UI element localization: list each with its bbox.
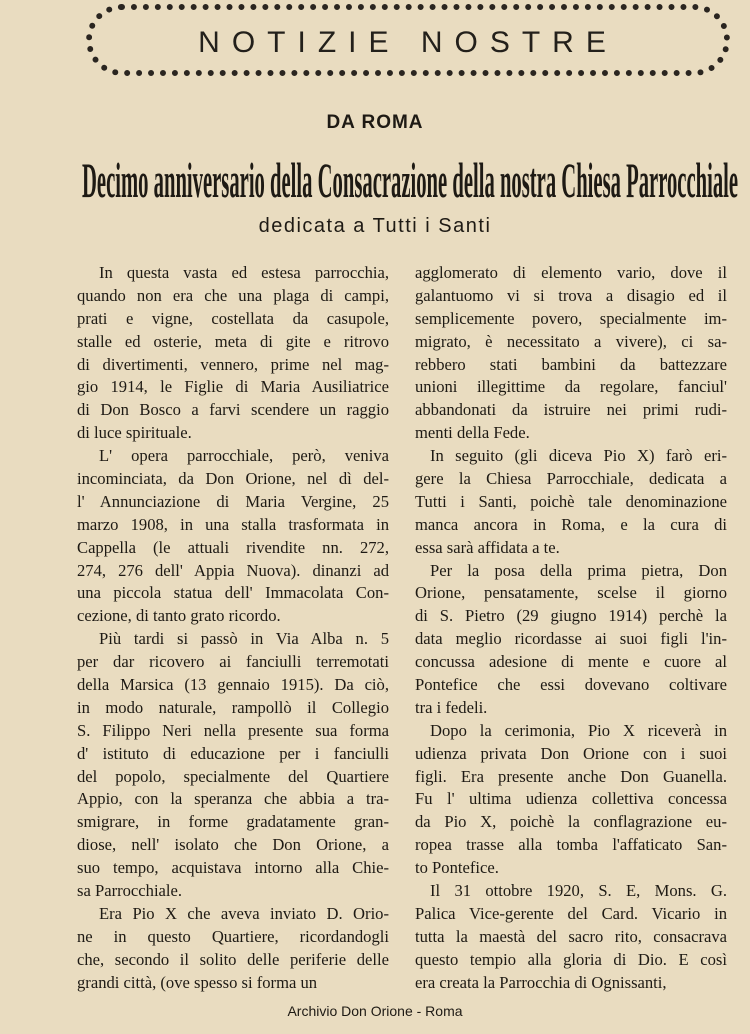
text-line: Pontefice che essi dovevano coltivare xyxy=(415,675,727,695)
header-banner xyxy=(86,4,730,76)
text-line: ne in questo Quartiere, ricordandogli xyxy=(77,926,389,946)
text-line: rebbero stati bambini da battezzare xyxy=(415,354,727,374)
archive-footer: Archivio Don Orione - Roma xyxy=(287,1003,463,1019)
text-line: di S. Pietro (29 giugno 1914) perchè la xyxy=(415,606,727,626)
text-line: L' opera parrocchiale, però, veniva xyxy=(99,446,389,466)
text-line: manca ancora in Roma, e la cura di xyxy=(415,514,727,534)
text-line: prati e vigne, costellata da casupole, xyxy=(77,308,389,328)
text-line: smigrare, in forme gradatamente gran- xyxy=(77,812,389,832)
text-line: Tutti i Santi, poichè tale denominazione xyxy=(415,491,727,511)
text-line: era creata la Parrocchia di Ognissanti, xyxy=(415,972,667,992)
article-subtitle: dedicata a Tutti i Santi xyxy=(258,215,492,237)
text-line: tra i fedeli. xyxy=(415,697,488,717)
text-line: stalle ed osterie, meta di gite e ritrovo xyxy=(77,331,389,351)
text-line: semplicemente povero, specialmente im- xyxy=(415,308,727,328)
text-line: essa sarà affidata a te. xyxy=(415,537,560,557)
text-line: data meglio ricordasse ai suoi figli l'in- xyxy=(415,629,727,649)
text-line: Orione, pensatamente, scelse il giorno xyxy=(415,583,727,603)
text-line: cezione, di tanto grato ricordo. xyxy=(77,606,281,626)
text-line: agglomerato di elemento vario, dove il xyxy=(415,263,727,282)
banner-title: NOTIZIE NOSTRE xyxy=(198,26,618,59)
text-line: questo tempio alla gloria di Dio. E così xyxy=(415,949,727,969)
text-line: ropea trasse alla tomba l'affaticato San- xyxy=(415,835,727,855)
article-headline: Decimo anniversario della Consacrazione della nostra Chiesa Parrocchiale xyxy=(82,152,739,208)
text-line: diose, nell' isolato che Don Orione, a xyxy=(77,835,389,855)
text-line: udienza privata Don Orione con i suoi xyxy=(415,743,727,763)
text-line: migrato, è necessitato a vivere), ci sa- xyxy=(415,331,727,351)
text-line: sa Parrocchiale. xyxy=(77,881,183,901)
text-line: tutta la maestà del sacro rito, consacrava xyxy=(415,926,727,946)
text-line: suo tempo, acquistava intorno alla Chie- xyxy=(77,858,389,878)
text-line: Dopo la cerimonia, Pio X riceverà in xyxy=(430,720,727,740)
text-line: Cappella (le attuali rivendite nn. 272, xyxy=(77,537,389,557)
text-line: gio 1914, le Figlie di Maria Ausiliatrice xyxy=(77,377,389,397)
text-line: in modo naturale, rampollò il Collegio xyxy=(77,697,389,717)
text-line: marzo 1908, in una stalla trasformata in xyxy=(77,514,389,534)
text-line: Appio, con la speranza che abbia a tra- xyxy=(77,789,389,809)
text-line: grandi città, (ove spesso si forma un xyxy=(77,972,318,992)
text-line: gere la Chiesa Parrocchiale, dedicata a xyxy=(415,469,727,489)
text-line: Palica Vice-gerente del Card. Vicario in xyxy=(415,903,727,923)
text-line: galantuomo vi si trova a disagio ed il xyxy=(415,285,727,305)
text-line: to Pontefice. xyxy=(415,858,499,878)
text-line: l' Annunciazione di Maria Vergine, 25 xyxy=(77,491,389,511)
text-line: incominciata, da Don Orione, nel dì del- xyxy=(77,469,389,489)
text-line: unioni illegittime da regolare, fanciul' xyxy=(415,377,727,397)
text-line: In questa vasta ed estesa parrocchia, xyxy=(99,263,389,282)
text-line: figli. Era presente anche Don Guanella. xyxy=(415,766,727,786)
text-line: quando non era che una plaga di campi, xyxy=(77,285,389,305)
text-line: che, secondo il solito delle periferie delle xyxy=(77,949,389,969)
section-label: DA ROMA xyxy=(326,112,424,133)
text-line: per dar ricovero ai fanciulli terremotati xyxy=(77,652,389,672)
text-line: una piccola statua dell' Immacolata Con- xyxy=(77,583,389,603)
text-line: abbandonati da istruire nei primi rudi- xyxy=(415,400,727,420)
text-line: di Don Bosco a farvi scendere un raggio xyxy=(77,400,389,420)
text-line: di luce spirituale. xyxy=(77,423,192,443)
right-text-column xyxy=(415,262,727,995)
text-line: Per la posa della prima pietra, Don xyxy=(430,560,727,580)
text-line: Il 31 ottobre 1920, S. E, Mons. G. xyxy=(430,881,727,901)
text-line: della Marsica (13 gennaio 1915). Da ciò, xyxy=(77,675,389,695)
text-line: del popolo, specialmente del Quartiere xyxy=(77,766,389,786)
text-line: In seguito (gli diceva Pio X) farò eri- xyxy=(430,446,727,466)
text-line: di divertimenti, vennero, prime nel mag- xyxy=(77,354,389,374)
headline-container xyxy=(82,146,742,216)
text-line: Era Pio X che aveva inviato D. Orio- xyxy=(99,903,389,923)
text-line: S. Filippo Neri nella presente sua forma xyxy=(77,720,389,740)
text-line: Fu l' ultima udienza collettiva concessa xyxy=(415,789,727,809)
text-line: da Pio X, poichè la conflagrazione eu- xyxy=(415,812,727,832)
text-line: 274, 276 dell' Appia Nuova). dinanzi ad xyxy=(77,560,389,580)
left-text-column xyxy=(77,262,389,995)
text-line: concussa adesione di mente e cuore al xyxy=(415,652,727,672)
text-line: menti della Fede. xyxy=(415,423,530,443)
text-line: Più tardi si passò in Via Alba n. 5 xyxy=(99,629,389,649)
text-line: d' istituto di educazione per i fanciulli xyxy=(77,743,389,763)
